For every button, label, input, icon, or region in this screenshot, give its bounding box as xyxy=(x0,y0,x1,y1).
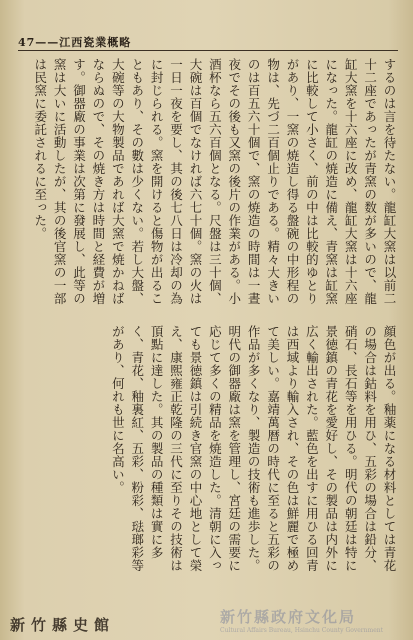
archive-stamp: 新竹縣史館 xyxy=(10,616,116,634)
header-divider xyxy=(18,50,398,51)
page-title: 47——江西瓷業概略 xyxy=(18,36,132,49)
watermark-main: 新竹縣政府文化局 xyxy=(220,608,357,626)
upper-text-block: するのは言を待たない。龍缸大窯は以前二十二座であったが青窯の数が多いので、龍缸大窯を十六座に改め、龍缸大窯は十六座になった。龍缸の焼造に備え、青窯は缸窯に比較して小さく、前の中は比較的ゆとりがあり、一窯の焼造し得る盤碗の中形程の物は、先づ二百個止りである。精々大きいのは百五六十個で、窯の焼造の時間は一晝夜でその後も又窯の後片の作業がある。小酒杯なら五六百個となる。尺盤は三十個、大碗は百個でなければ六七十個。窯の火は一日一夜を要し、其の後七八日は冷却の為に封じられる。窯を開けると傷物が出ることもあり、その數は少くない。若し大盤、大碗等の大物製品であれば大窯で焼かねばならぬので、その焼き方は時間と経費が増す。御器廠の事業は次第に發展し、此等の窯は大いに活動したが、其の後官窯の一部は民窯に委託されるに至った。 xyxy=(32,58,397,305)
lower-text-block: 顔色が出る。釉薬になる材料としては青花の場合は鈷料を用ひ、五彩の場合は鉛分、硝石、長石等を用ひる。明代の朝廷は特に景徳鎮の青花を愛好し、その製品は内外に広く輸出された。藍色を出すに用ひる回青は西域より輸入され、その色は鮮麗で極めて美しい。嘉靖萬暦の時代に至ると五彩の作品が多くなり、製造の技術も進歩した。明代の御器廠は窯を管理し、宮廷の需要に応じて多くの精品を焼造した。清朝に入っても景徳鎮は引続き官窯の中心地として榮え、康煕雍正乾隆の三代に至りその技術は頂點に達した。其の製品の種類は實に多く、青花、釉裏紅、五彩、粉彩、琺瑯彩等があり、何れも世に名高い。 xyxy=(110,325,397,572)
watermark-sub: Cultural Affairs Bureau, Hsinchu County Government xyxy=(220,627,384,634)
watermark xyxy=(220,606,405,634)
